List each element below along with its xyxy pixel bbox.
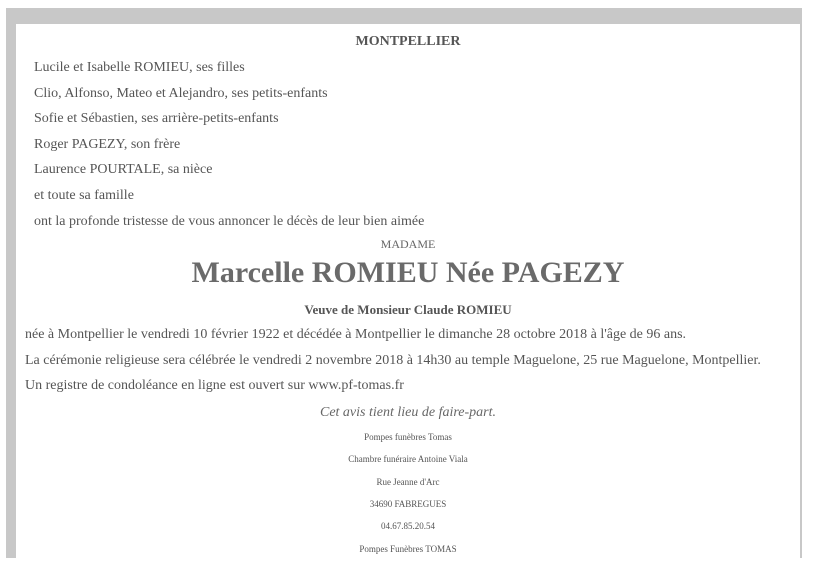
family-line: et toute sa famille [34,188,134,203]
birth-death-details: née à Montpellier le vendredi 10 février 1922 et décédée à Montpellier le dimanche 28 octobre 2018 à l'âge de 96 ans. [25,327,687,342]
deceased-name: Marcelle ROMIEU Née PAGEZY [191,256,625,289]
family-line: Lucile et Isabelle ROMIEU, ses filles [34,60,245,75]
notice-text: Cet avis tient lieu de faire-part. [319,405,496,420]
family-line: Clio, Alfonso, Mateo et Alejandro, ses petits-enfants [34,86,328,101]
family-line: Sofie et Sébastien, ses arrière-petits-enfants [34,111,279,126]
ceremony-details: La cérémonie religieuse sera célébrée le vendredi 2 novembre 2018 à 14h30 au temple Maguelone, 25 rue Maguelone, Montpellier. [25,353,761,368]
funeral-home-line: 34690 FABREGUES [369,499,447,509]
funeral-home-line: Pompes funèbres Tomas [364,432,452,442]
funeral-home-line: Rue Jeanne d'Arc [376,477,440,487]
funeral-home-phone: 04.67.85.20.54 [381,521,435,531]
honorific: MADAME [380,237,436,251]
funeral-home-line: Pompes Funèbres TOMAS [359,544,457,554]
announcement-frame [6,8,802,558]
family-line: ont la profonde tristesse de vous annoncer le décès de leur bien aimée [34,214,425,229]
obituary-card [16,24,800,565]
family-line: Roger PAGEZY, son frère [34,137,181,152]
family-line: Laurence POURTALE, sa nièce [34,162,213,177]
funeral-home-line: Chambre funéraire Antoine Viala [348,454,468,464]
condolence-register: Un registre de condoléance en ligne est ouvert sur www.pf-tomas.fr [25,378,404,393]
city-heading: MONTPELLIER [355,34,461,49]
widow-of: Veuve de Monsieur Claude ROMIEU [304,302,512,317]
